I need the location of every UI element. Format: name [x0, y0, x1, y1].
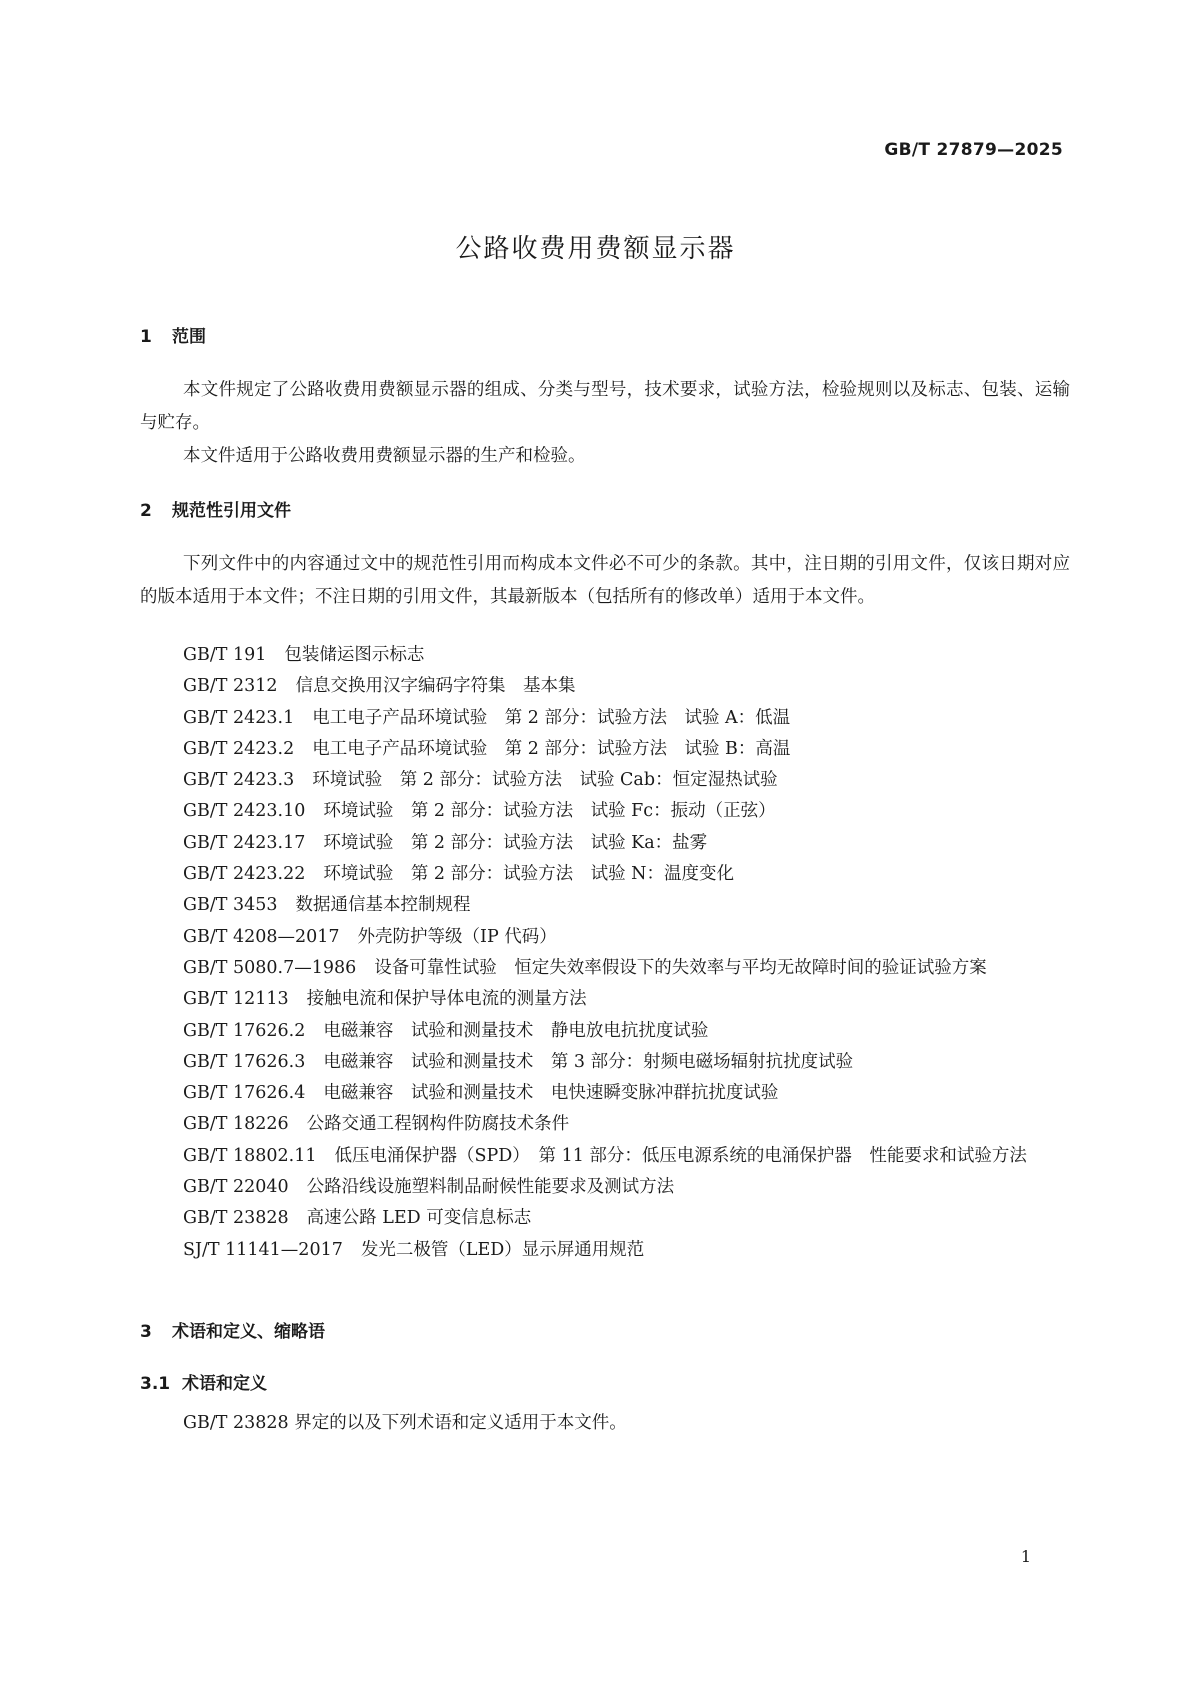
reference-item: [140, 984, 1070, 1015]
reference-item: [140, 671, 1070, 702]
reference-item: [140, 640, 1070, 671]
reference-title: 发光二极管（LED）显示屏通用规范: [360, 1239, 645, 1260]
reference-code: GB/T 2423.2: [183, 738, 295, 759]
reference-code: GB/T 17626.3: [183, 1051, 306, 1072]
reference-title: 数据通信基本控制规程: [295, 895, 471, 916]
reference-item: [140, 1141, 1070, 1172]
reference-title: 公路交通工程钢构件防腐技术条件: [306, 1114, 570, 1135]
section-3-1-body: [140, 1407, 1070, 1440]
reference-code: GB/T 18802.11: [183, 1145, 317, 1166]
reference-item: [140, 765, 1070, 796]
section-1-body: [140, 374, 1070, 473]
reference-code: GB/T 191: [183, 645, 267, 665]
reference-item: [140, 922, 1070, 953]
reference-item: [140, 703, 1070, 734]
reference-code: GB/T 2423.10: [183, 801, 306, 822]
reference-code: GB/T 17626.4: [183, 1083, 306, 1104]
paragraph: 下列文件中的内容通过文中的规范性引用而构成本文件必不可少的条款。其中，注日期的引用文件，仅该日期对应的版本适用于本文件；不注日期的引用文件，其最新版本（包括所有的修改单）适用于本文件。: [140, 554, 1070, 607]
reference-code: GB/T 22040: [183, 1177, 289, 1198]
section-3-heading: [140, 1317, 325, 1342]
reference-title: 信息交换用汉字编码字符集 基本集: [295, 676, 576, 697]
reference-code: GB/T 2423.1: [183, 707, 295, 728]
reference-item: [140, 1016, 1070, 1047]
paragraph: GB/T 23828 界定的以及下列术语和定义适用于本文件。: [183, 1413, 627, 1433]
reference-code: GB/T 12113: [183, 989, 289, 1010]
document-title: 公路收费用费额显示器: [455, 234, 736, 264]
reference-title: 电磁兼容 试验和测量技术 静电放电抗扰度试验: [323, 1020, 709, 1041]
section-title: 范围: [172, 327, 206, 347]
section-3-1-heading: [140, 1369, 267, 1394]
reference-item: [140, 1172, 1070, 1203]
reference-item: [140, 1078, 1070, 1109]
reference-code: GB/T 2423.3: [183, 770, 295, 791]
reference-item: [140, 859, 1070, 890]
reference-code: GB/T 2423.22: [183, 864, 306, 885]
reference-item: [140, 953, 1070, 984]
section-number: 3: [140, 1322, 152, 1342]
reference-code: GB/T 5080.7—1986: [183, 957, 357, 978]
paragraph: 本文件适用于公路收费用费额显示器的生产和检验。: [183, 446, 586, 466]
page-number: 1: [1020, 1547, 1031, 1566]
section-1-heading: [140, 322, 206, 347]
section-number: 3.1: [140, 1374, 171, 1394]
reference-code: SJ/T 11141—2017: [183, 1239, 343, 1260]
reference-item: [140, 1047, 1070, 1078]
reference-title: 高速公路 LED 可变信息标志: [306, 1208, 532, 1229]
reference-code: GB/T 23828: [183, 1208, 289, 1229]
reference-title: 电工电子产品环境试验 第 2 部分：试验方法 试验 A：低温: [312, 707, 791, 728]
section-2-intro: [140, 548, 1070, 614]
reference-title: 公路沿线设施塑料制品耐候性能要求及测试方法: [306, 1177, 675, 1198]
section-number: 1: [140, 327, 152, 347]
reference-item: [140, 1203, 1070, 1234]
reference-title: 环境试验 第 2 部分：试验方法 试验 Cab：恒定湿热试验: [312, 770, 778, 791]
reference-title: 包装储运图示标志: [284, 645, 425, 665]
reference-item: [140, 796, 1070, 827]
section-2-heading: [140, 496, 291, 521]
reference-code: GB/T 17626.2: [183, 1020, 306, 1041]
reference-item: [140, 1109, 1070, 1140]
section-title: 术语和定义: [182, 1374, 267, 1394]
reference-code: GB/T 4208—2017: [183, 926, 340, 947]
reference-title: 电磁兼容 试验和测量技术 电快速瞬变脉冲群抗扰度试验: [323, 1083, 779, 1104]
reference-title: 环境试验 第 2 部分：试验方法 试验 N：温度变化: [323, 864, 734, 885]
reference-item: [140, 1235, 1070, 1266]
reference-title: 接触电流和保护导体电流的测量方法: [306, 989, 587, 1010]
reference-title: 低压电涌保护器（SPD） 第 11 部分：低压电源系统的电涌保护器 性能要求和试验方法: [334, 1145, 1027, 1166]
section-title: 术语和定义、缩略语: [172, 1322, 325, 1342]
reference-title: 电工电子产品环境试验 第 2 部分：试验方法 试验 B：高温: [312, 738, 791, 759]
section-title: 规范性引用文件: [172, 501, 291, 521]
reference-item: [140, 828, 1070, 859]
section-number: 2: [140, 501, 152, 521]
reference-title: 电磁兼容 试验和测量技术 第 3 部分：射频电磁场辐射抗扰度试验: [323, 1051, 854, 1072]
reference-list: [140, 640, 1070, 1266]
reference-code: GB/T 2423.17: [183, 832, 306, 853]
paragraph: 本文件规定了公路收费用费额显示器的组成、分类与型号，技术要求，试验方法，检验规则以及标志、包装、运输与贮存。: [140, 380, 1070, 433]
reference-item: [140, 734, 1070, 765]
reference-title: 环境试验 第 2 部分：试验方法 试验 Ka：盐雾: [323, 832, 708, 853]
reference-title: 环境试验 第 2 部分：试验方法 试验 Fc：振动（正弦）: [323, 801, 776, 822]
reference-item: [140, 890, 1070, 921]
reference-code: GB/T 3453: [183, 895, 278, 916]
reference-title: 设备可靠性试验 恒定失效率假设下的失效率与平均无故障时间的验证试验方案: [374, 957, 987, 978]
reference-code: GB/T 18226: [183, 1114, 289, 1135]
standard-code: GB/T 27879—2025: [884, 140, 1063, 160]
reference-title: 外壳防护等级（IP 代码）: [357, 926, 557, 947]
reference-code: GB/T 2312: [183, 676, 278, 697]
